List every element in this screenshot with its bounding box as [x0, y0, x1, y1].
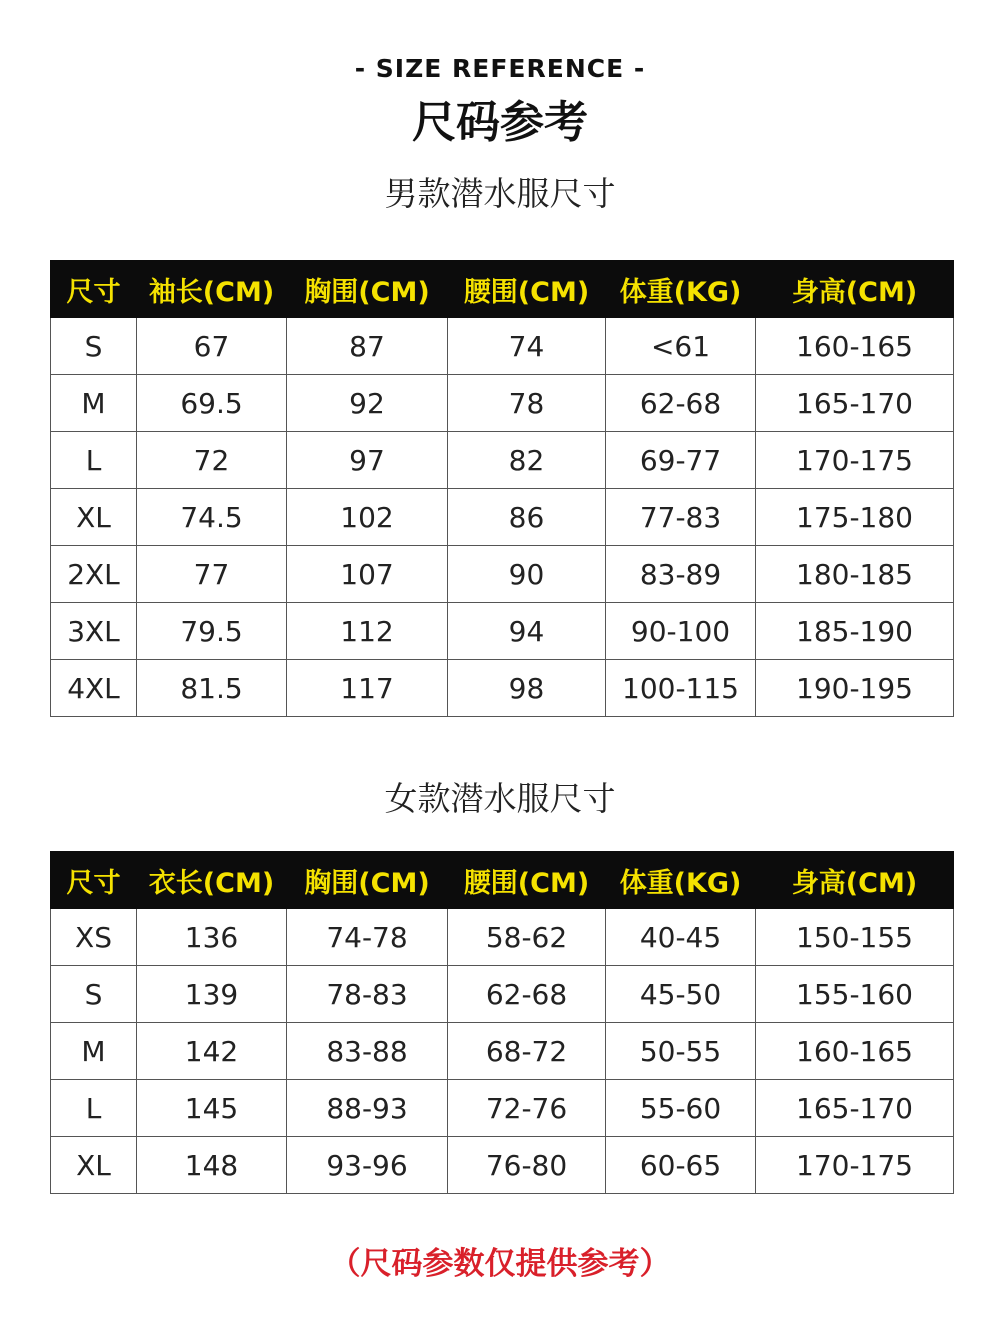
women-section-title: 女款潜水服尺寸 [384, 779, 616, 818]
table-cell: 142 [137, 1023, 287, 1080]
table-cell: 170-175 [756, 1137, 954, 1194]
table-cell: 100-115 [606, 660, 756, 717]
table-cell: <61 [606, 318, 756, 375]
table-row [51, 318, 954, 375]
table-cell: 190-195 [756, 660, 954, 717]
table-cell: 68-72 [448, 1023, 606, 1080]
column-header: 身高(CM) [756, 852, 954, 909]
table-cell: 79.5 [137, 603, 287, 660]
table-row [51, 432, 954, 489]
table-row [51, 909, 954, 966]
table-cell: 165-170 [756, 1080, 954, 1137]
table-cell: 117 [287, 660, 448, 717]
table-row [51, 1080, 954, 1137]
size-label-cell: XL [51, 489, 137, 546]
table-cell: 83-89 [606, 546, 756, 603]
table-cell: 69.5 [137, 375, 287, 432]
women-table-body [51, 909, 954, 1194]
table-cell: 60-65 [606, 1137, 756, 1194]
column-header: 腰围(CM) [448, 261, 606, 318]
table-cell: 139 [137, 966, 287, 1023]
column-header: 身高(CM) [756, 261, 954, 318]
table-cell: 76-80 [448, 1137, 606, 1194]
size-label-cell: M [51, 375, 137, 432]
table-cell: 136 [137, 909, 287, 966]
table-row [51, 966, 954, 1023]
table-cell: 78 [448, 375, 606, 432]
men-table-body [51, 318, 954, 717]
table-cell: 74 [448, 318, 606, 375]
table-cell: 81.5 [137, 660, 287, 717]
table-cell: 165-170 [756, 375, 954, 432]
table-cell: 94 [448, 603, 606, 660]
column-header: 胸围(CM) [287, 852, 448, 909]
size-label-cell: 4XL [51, 660, 137, 717]
table-cell: 74-78 [287, 909, 448, 966]
column-header: 衣长(CM) [137, 852, 287, 909]
column-header: 体重(KG) [606, 852, 756, 909]
table-cell: 150-155 [756, 909, 954, 966]
table-row [51, 603, 954, 660]
table-cell: 77-83 [606, 489, 756, 546]
size-label-cell: L [51, 1080, 137, 1137]
table-cell: 87 [287, 318, 448, 375]
column-header: 袖长(CM) [137, 261, 287, 318]
table-cell: 82 [448, 432, 606, 489]
table-cell: 185-190 [756, 603, 954, 660]
table-cell: 160-165 [756, 318, 954, 375]
table-cell: 69-77 [606, 432, 756, 489]
table-cell: 155-160 [756, 966, 954, 1023]
size-label-cell: S [51, 966, 137, 1023]
table-cell: 90 [448, 546, 606, 603]
column-header: 腰围(CM) [448, 852, 606, 909]
table-cell: 45-50 [606, 966, 756, 1023]
table-cell: 90-100 [606, 603, 756, 660]
size-label-cell: 2XL [51, 546, 137, 603]
table-cell: 67 [137, 318, 287, 375]
column-header: 尺寸 [51, 261, 137, 318]
table-cell: 72-76 [448, 1080, 606, 1137]
page-title: 尺码参考 [412, 97, 588, 148]
table-cell: 55-60 [606, 1080, 756, 1137]
table-cell: 148 [137, 1137, 287, 1194]
table-cell: 83-88 [287, 1023, 448, 1080]
table-cell: 180-185 [756, 546, 954, 603]
size-label-cell: L [51, 432, 137, 489]
size-label-cell: XS [51, 909, 137, 966]
women-size-table [50, 851, 954, 1194]
table-row [51, 1023, 954, 1080]
table-row [51, 546, 954, 603]
table-cell: 98 [448, 660, 606, 717]
table-row [51, 1137, 954, 1194]
table-cell: 92 [287, 375, 448, 432]
table-cell: 112 [287, 603, 448, 660]
men-table-header-row [51, 261, 954, 318]
column-header: 尺寸 [51, 852, 137, 909]
table-cell: 77 [137, 546, 287, 603]
table-cell: 145 [137, 1080, 287, 1137]
table-cell: 74.5 [137, 489, 287, 546]
size-label-cell: M [51, 1023, 137, 1080]
table-cell: 62-68 [448, 966, 606, 1023]
table-cell: 58-62 [448, 909, 606, 966]
table-cell: 78-83 [287, 966, 448, 1023]
table-cell: 88-93 [287, 1080, 448, 1137]
table-cell: 160-165 [756, 1023, 954, 1080]
size-label-cell: S [51, 318, 137, 375]
table-row [51, 489, 954, 546]
women-table-header-row [51, 852, 954, 909]
table-cell: 50-55 [606, 1023, 756, 1080]
table-cell: 107 [287, 546, 448, 603]
table-cell: 93-96 [287, 1137, 448, 1194]
table-cell: 40-45 [606, 909, 756, 966]
table-row [51, 660, 954, 717]
column-header: 体重(KG) [606, 261, 756, 318]
size-reference-subtitle: - SIZE REFERENCE - [354, 54, 646, 83]
table-cell: 170-175 [756, 432, 954, 489]
table-cell: 72 [137, 432, 287, 489]
table-cell: 175-180 [756, 489, 954, 546]
size-label-cell: 3XL [51, 603, 137, 660]
table-cell: 97 [287, 432, 448, 489]
table-cell: 86 [448, 489, 606, 546]
table-cell: 102 [287, 489, 448, 546]
table-cell: 62-68 [606, 375, 756, 432]
table-row [51, 375, 954, 432]
disclaimer-note: （尺码参数仅提供参考） [329, 1246, 671, 1282]
column-header: 胸围(CM) [287, 261, 448, 318]
men-size-table [50, 260, 954, 717]
size-label-cell: XL [51, 1137, 137, 1194]
men-section-title: 男款潜水服尺寸 [384, 174, 616, 213]
